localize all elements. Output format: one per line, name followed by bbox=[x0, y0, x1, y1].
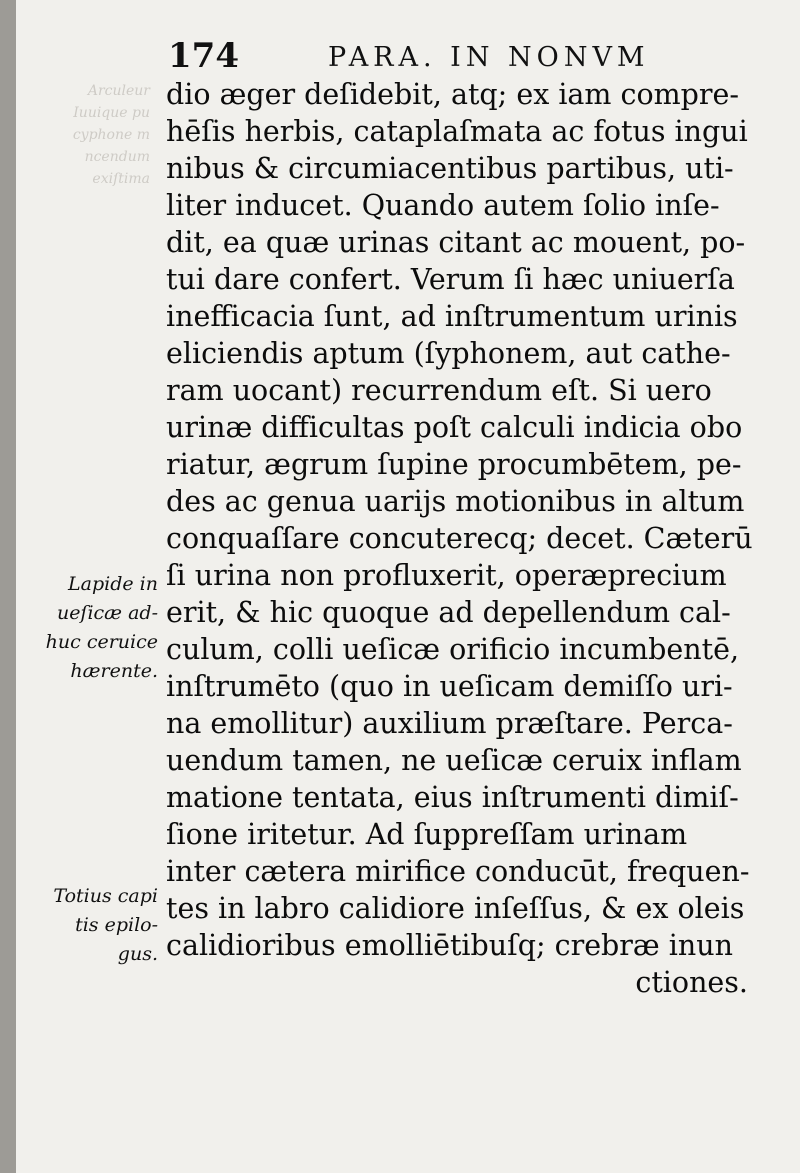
show-through-text bbox=[20, 80, 150, 190]
text-line: ſione iritetur. Ad ſuppreſſam urinam bbox=[166, 818, 688, 851]
marginal-note-line: huc ceruice bbox=[45, 631, 158, 653]
marginal-note-line: Lapide in bbox=[68, 573, 158, 595]
main-text-block bbox=[166, 76, 766, 1001]
text-line: hēſis herbis, cataplaſmata ac fotus ingui bbox=[166, 115, 748, 148]
page-number: 174 bbox=[168, 36, 239, 76]
page-gutter-shadow bbox=[0, 0, 16, 1173]
text-line: inefficacia ſunt, ad inſtrumentum urinis bbox=[166, 300, 738, 333]
text-line: matione tentata, eius inſtrumenti dimiſ- bbox=[166, 781, 739, 814]
marginal-note-line: Totius capi bbox=[53, 885, 158, 907]
show-through-line: cyphone m bbox=[72, 127, 150, 143]
show-through-line: Arculeur bbox=[87, 83, 150, 99]
text-line: inſtrumēto (quo in ueſicam demiſſo uri- bbox=[166, 670, 733, 703]
marginal-note bbox=[18, 570, 158, 686]
marginal-note-line: gus. bbox=[117, 943, 158, 965]
text-line: urinæ difficultas poſt calculi indicia obo bbox=[166, 411, 743, 444]
text-line: tes in labro calidiore inſeſſus, & ex oleis bbox=[166, 892, 745, 925]
show-through-line: exiſtima bbox=[92, 171, 150, 187]
text-line: riatur, ægrum ſupine procumbētem, pe- bbox=[166, 448, 742, 481]
page-header bbox=[168, 34, 768, 78]
running-head: PARA. IN NONVM bbox=[328, 42, 650, 73]
text-line: na emollitur) auxilium præſtare. Perca- bbox=[166, 707, 733, 740]
text-line: uendum tamen, ne ueſicæ ceruix inflam bbox=[166, 744, 742, 777]
marginal-note bbox=[18, 882, 158, 969]
marginal-note-line: tis epilo- bbox=[75, 914, 158, 936]
text-line: ſi urina non profluxerit, operæprecium bbox=[166, 559, 727, 592]
text-line: ram uocant) recurrendum eſt. Si uero bbox=[166, 374, 712, 407]
show-through-line: ncendum bbox=[84, 149, 150, 165]
text-line: dio æger deſidebit, atq; ex iam compre- bbox=[166, 78, 740, 111]
text-line: culum, colli ueſicæ orificio incumbentē, bbox=[166, 633, 740, 666]
text-line: inter cætera mirifice conducūt, frequen- bbox=[166, 855, 750, 888]
marginal-note-line: hærente. bbox=[70, 660, 158, 682]
show-through-line: Iuuique pu bbox=[73, 105, 150, 121]
text-line: conquaſſare concuterecq; decet. Cæterū bbox=[166, 522, 753, 555]
text-line: des ac genua uarijs motionibus in altum bbox=[166, 485, 745, 518]
text-line: tui dare confert. Verum ſi hæc uniuerſa bbox=[166, 263, 735, 296]
text-line: dit, ea quæ urinas citant ac mouent, po- bbox=[166, 226, 746, 259]
text-line: liter inducet. Quando autem ſolio inſe- bbox=[166, 189, 720, 222]
text-line: nibus & circumiacentibus partibus, uti- bbox=[166, 152, 734, 185]
text-line: eliciendis aptum (ſyphonem, aut cathe- bbox=[166, 337, 731, 370]
marginal-note-line: ueſicæ ad- bbox=[56, 602, 158, 624]
text-line: erit, & hic quoque ad depellendum cal- bbox=[166, 596, 731, 629]
text-line: calidioribus emolliētibuſq; crebræ inun bbox=[166, 929, 733, 962]
text-line-final: ctiones. bbox=[635, 966, 748, 999]
